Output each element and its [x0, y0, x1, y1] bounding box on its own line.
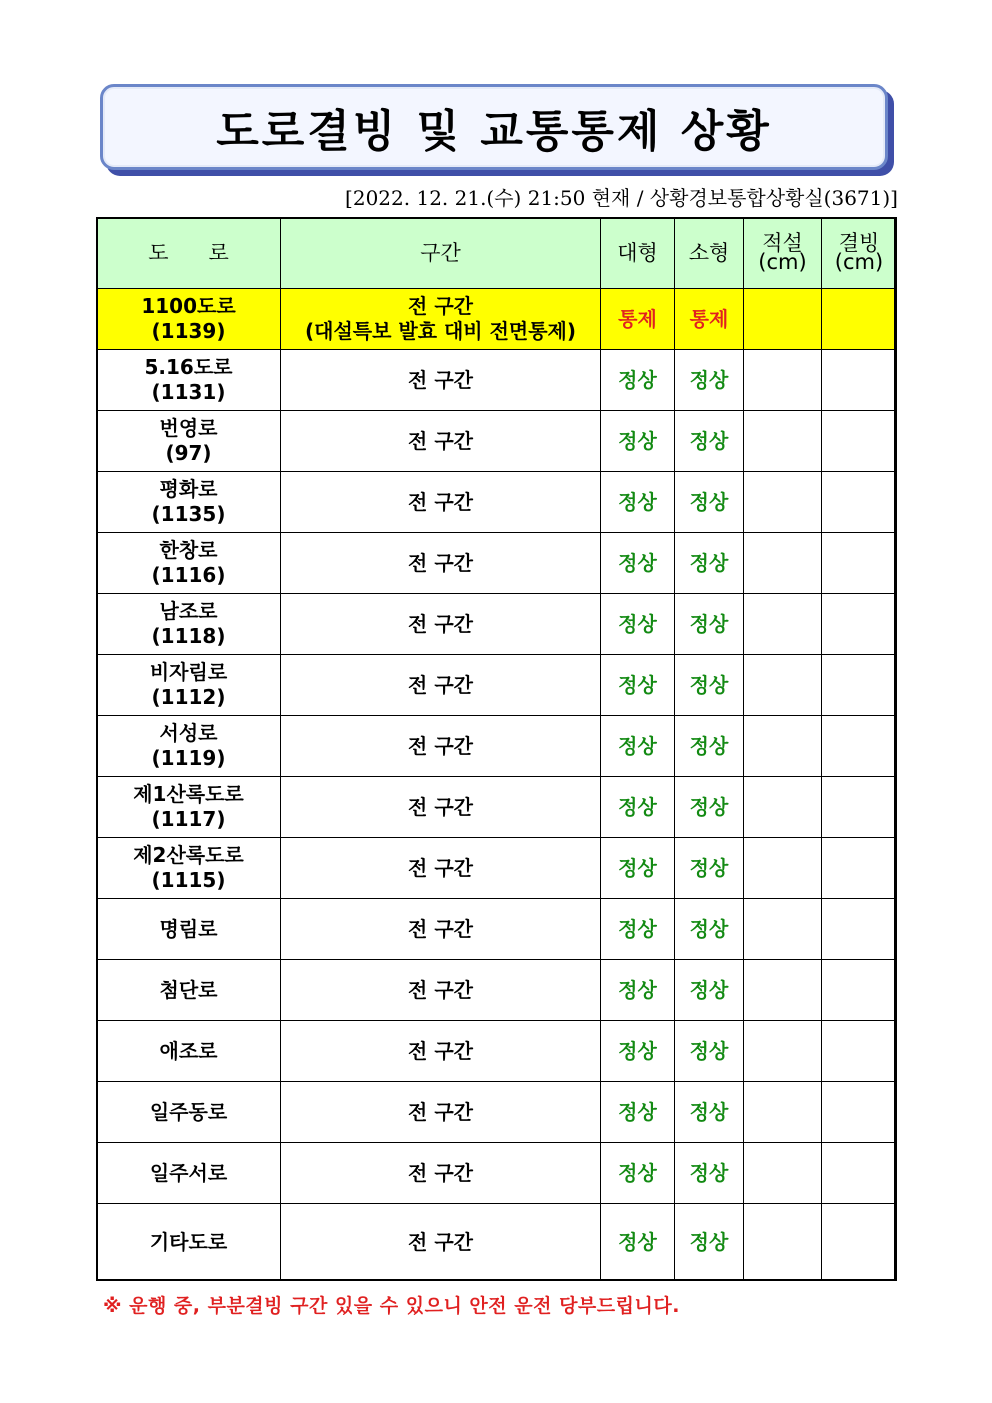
title-box — [100, 84, 888, 170]
section-cell — [281, 716, 601, 777]
large-vehicle-status: 정상 — [601, 777, 675, 838]
small-vehicle-status: 통제 — [675, 289, 744, 350]
small-vehicle-status: 정상 — [675, 1204, 744, 1281]
large-vehicle-status: 정상 — [601, 594, 675, 655]
road-name: 남조로 — [159, 599, 218, 623]
snow-depth-cell — [744, 777, 822, 838]
road-name: 일주서로 — [149, 1160, 228, 1185]
ice-depth-cell — [822, 1143, 897, 1204]
snow-depth-cell — [744, 289, 822, 350]
title-banner — [100, 84, 888, 170]
header-snow — [744, 218, 822, 289]
ice-depth-cell — [822, 1204, 897, 1281]
section-cell — [281, 1082, 601, 1143]
ice-depth-cell — [822, 350, 897, 411]
section-cell — [281, 655, 601, 716]
road-name-cell — [97, 899, 281, 960]
section-cell — [281, 960, 601, 1021]
header-large: 대형 — [601, 218, 675, 289]
road-name: 평화로 — [159, 477, 218, 501]
large-vehicle-status: 정상 — [601, 716, 675, 777]
table-row — [97, 472, 897, 533]
section-cell — [281, 533, 601, 594]
header-section: 구간 — [281, 218, 601, 289]
snow-depth-cell — [744, 1143, 822, 1204]
section-text: 전 구간 — [408, 916, 473, 941]
road-name-cell — [97, 777, 281, 838]
section-cell — [281, 1021, 601, 1082]
road-name-cell — [97, 838, 281, 899]
small-vehicle-status: 정상 — [675, 838, 744, 899]
ice-depth-cell — [822, 289, 897, 350]
table-row — [97, 411, 897, 472]
report-timestamp: [2022. 12. 21.(수) 21:50 현재 / 상황경보통합상황실(3671)] — [345, 186, 898, 210]
ice-depth-cell — [822, 411, 897, 472]
small-vehicle-status: 정상 — [675, 1021, 744, 1082]
road-name-cell — [97, 411, 281, 472]
ice-depth-cell — [822, 838, 897, 899]
table-row — [97, 1204, 897, 1281]
section-text: 전 구간 — [408, 550, 473, 575]
road-name-cell — [97, 655, 281, 716]
table-row — [97, 594, 897, 655]
section-text: 전 구간 — [408, 794, 473, 819]
table-row — [97, 716, 897, 777]
road-name: 비자림로 — [149, 660, 228, 684]
small-vehicle-status: 정상 — [675, 655, 744, 716]
snow-depth-cell — [744, 533, 822, 594]
table-row — [97, 1143, 897, 1204]
table-row — [97, 1021, 897, 1082]
ice-depth-cell — [822, 716, 897, 777]
table-row — [97, 838, 897, 899]
section-cell — [281, 411, 601, 472]
road-name: 번영로 — [159, 416, 218, 440]
snow-depth-cell — [744, 838, 822, 899]
section-note: (대설특보 발효 대비 전면통제) — [304, 319, 576, 343]
road-name: 서성로 — [159, 721, 218, 745]
small-vehicle-status: 정상 — [675, 472, 744, 533]
road-code: (1139) — [151, 319, 226, 343]
snow-depth-cell — [744, 472, 822, 533]
large-vehicle-status: 정상 — [601, 1021, 675, 1082]
section-text: 전 구간 — [408, 977, 473, 1002]
header-row — [97, 218, 897, 289]
snow-depth-cell — [744, 1204, 822, 1281]
section-text: 전 구간 — [408, 294, 473, 318]
snow-depth-cell — [744, 899, 822, 960]
page-title: 도로결빙 및 교통통제 상황 — [216, 106, 772, 157]
header-snow-label: 적설 — [762, 231, 803, 255]
small-vehicle-status: 정상 — [675, 716, 744, 777]
large-vehicle-status: 정상 — [601, 1082, 675, 1143]
small-vehicle-status: 정상 — [675, 899, 744, 960]
road-name: 제2산록도로 — [133, 843, 244, 867]
small-vehicle-status: 정상 — [675, 411, 744, 472]
small-vehicle-status: 정상 — [675, 1143, 744, 1204]
large-vehicle-status: 통제 — [601, 289, 675, 350]
road-code: (1112) — [151, 685, 226, 709]
road-name-cell — [97, 594, 281, 655]
section-cell — [281, 594, 601, 655]
road-name-cell — [97, 1143, 281, 1204]
ice-depth-cell — [822, 899, 897, 960]
header-ice-unit: (cm) — [834, 250, 884, 274]
section-text: 전 구간 — [408, 428, 473, 453]
snow-depth-cell — [744, 655, 822, 716]
table-row — [97, 289, 897, 350]
road-name-cell — [97, 289, 281, 350]
large-vehicle-status: 정상 — [601, 899, 675, 960]
section-text: 전 구간 — [408, 489, 473, 514]
road-name-cell — [97, 716, 281, 777]
section-text: 전 구간 — [408, 855, 473, 880]
snow-depth-cell — [744, 594, 822, 655]
section-cell — [281, 777, 601, 838]
small-vehicle-status: 정상 — [675, 960, 744, 1021]
section-text: 전 구간 — [408, 1038, 473, 1063]
ice-depth-cell — [822, 655, 897, 716]
ice-depth-cell — [822, 777, 897, 838]
large-vehicle-status: 정상 — [601, 655, 675, 716]
section-cell — [281, 838, 601, 899]
section-text: 전 구간 — [408, 1160, 473, 1185]
table-row — [97, 1082, 897, 1143]
large-vehicle-status: 정상 — [601, 411, 675, 472]
road-code: (97) — [165, 441, 212, 465]
large-vehicle-status: 정상 — [601, 1204, 675, 1281]
large-vehicle-status: 정상 — [601, 350, 675, 411]
large-vehicle-status: 정상 — [601, 533, 675, 594]
road-name: 일주동로 — [149, 1099, 228, 1124]
section-text: 전 구간 — [408, 1099, 473, 1124]
ice-depth-cell — [822, 960, 897, 1021]
footnote: ※ 운행 중, 부분결빙 구간 있을 수 있으니 안전 운전 당부드립니다. — [103, 1295, 680, 1317]
header-ice-label: 결빙 — [838, 231, 880, 255]
table-row — [97, 960, 897, 1021]
snow-depth-cell — [744, 411, 822, 472]
large-vehicle-status: 정상 — [601, 1143, 675, 1204]
header-ice — [822, 218, 897, 289]
small-vehicle-status: 정상 — [675, 594, 744, 655]
road-name-cell — [97, 350, 281, 411]
large-vehicle-status: 정상 — [601, 960, 675, 1021]
snow-depth-cell — [744, 350, 822, 411]
large-vehicle-status: 정상 — [601, 838, 675, 899]
section-cell — [281, 350, 601, 411]
snow-depth-cell — [744, 960, 822, 1021]
section-text: 전 구간 — [408, 1229, 473, 1254]
road-name: 명림로 — [159, 916, 218, 941]
section-text: 전 구간 — [408, 672, 473, 697]
snow-depth-cell — [744, 1082, 822, 1143]
section-cell — [281, 1143, 601, 1204]
road-code: (1118) — [151, 624, 226, 648]
road-name: 첨단로 — [159, 977, 218, 1002]
section-cell — [281, 1204, 601, 1281]
section-text: 전 구간 — [408, 733, 473, 758]
ice-depth-cell — [822, 1082, 897, 1143]
road-name-cell — [97, 1204, 281, 1281]
ice-depth-cell — [822, 472, 897, 533]
road-name-cell — [97, 472, 281, 533]
header-small: 소형 — [675, 218, 744, 289]
table-row — [97, 899, 897, 960]
large-vehicle-status: 정상 — [601, 472, 675, 533]
road-name: 1100도로 — [141, 294, 236, 318]
road-code: (1117) — [151, 807, 226, 831]
table-row — [97, 655, 897, 716]
road-code: (1135) — [151, 502, 226, 526]
ice-depth-cell — [822, 1021, 897, 1082]
section-text: 전 구간 — [408, 367, 473, 392]
road-name-cell — [97, 533, 281, 594]
ice-depth-cell — [822, 594, 897, 655]
section-text: 전 구간 — [408, 611, 473, 636]
snow-depth-cell — [744, 1021, 822, 1082]
small-vehicle-status: 정상 — [675, 533, 744, 594]
road-name-cell — [97, 1082, 281, 1143]
section-cell — [281, 899, 601, 960]
table-row — [97, 777, 897, 838]
road-code: (1119) — [151, 746, 226, 770]
table-row — [97, 350, 897, 411]
road-name-cell — [97, 960, 281, 1021]
small-vehicle-status: 정상 — [675, 1082, 744, 1143]
road-name-cell — [97, 1021, 281, 1082]
road-name: 기타도로 — [149, 1229, 228, 1254]
small-vehicle-status: 정상 — [675, 350, 744, 411]
road-name: 5.16도로 — [144, 355, 233, 379]
road-name: 한창로 — [159, 538, 218, 562]
small-vehicle-status: 정상 — [675, 777, 744, 838]
road-code: (1116) — [151, 563, 226, 587]
road-name: 제1산록도로 — [133, 782, 244, 806]
section-cell — [281, 289, 601, 350]
road-code: (1131) — [151, 380, 226, 404]
section-cell — [281, 472, 601, 533]
table-body — [97, 289, 897, 1281]
road-name: 애조로 — [159, 1038, 218, 1063]
header-snow-unit: (cm) — [758, 250, 807, 274]
road-code: (1115) — [151, 868, 226, 892]
road-status-table — [96, 217, 897, 1281]
ice-depth-cell — [822, 533, 897, 594]
snow-depth-cell — [744, 716, 822, 777]
table-row — [97, 533, 897, 594]
header-road: 도 로 — [97, 218, 281, 289]
